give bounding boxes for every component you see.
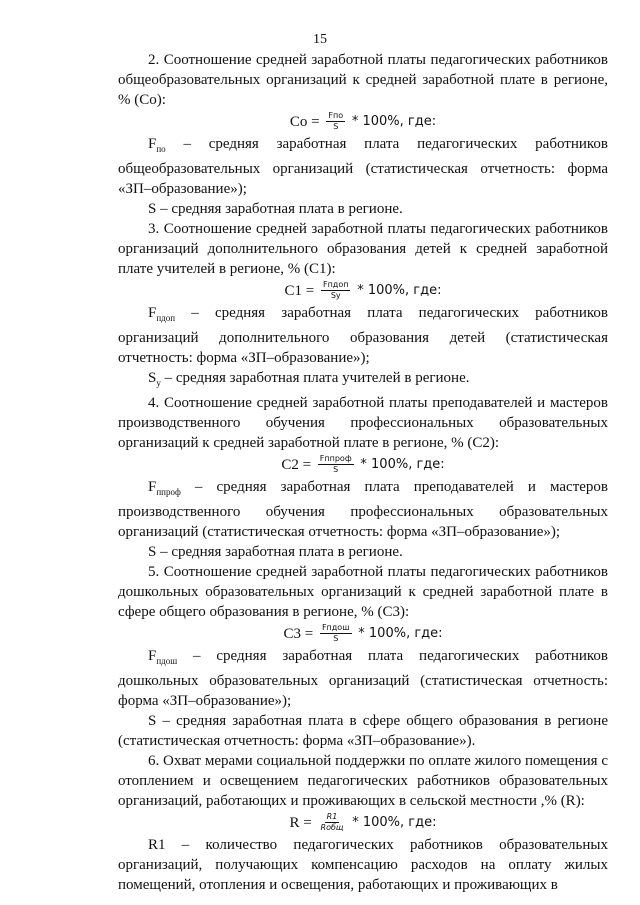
paragraph-item-6: 6. Охват мерами социальной поддержки по оплате жилого помещения с отоплением и освещением педагогических работников образовательных организаций, работающих и проживающих в сельской местности ,% (R):	[118, 753, 608, 810]
definition-s-2: S – средняя заработная плата в регионе.	[148, 544, 403, 561]
formula-c3: С3 = $\frac{\text{Fпдош}}{S}$ * 100%, где:	[283, 623, 443, 644]
page-number: 15	[313, 32, 327, 47]
paragraph-item-2: 2. Соотношение средней заработной платы педагогических работников общеобразовательных организаций к средней заработной плате в регионе, % (Со):	[118, 52, 608, 108]
formula-fraction: $\frac{\text{Fпдош}}{S}$	[321, 623, 350, 644]
formula-c2: С2 = $\frac{\text{Fппроф}}{S}$ * 100%, где:	[281, 454, 445, 475]
formula-c1: С1 = $\frac{\text{Fпдоп}}{Sу}$ * 100%, где:	[284, 280, 442, 301]
formula-fraction: $\frac{\text{Fппроф}}{S}$	[319, 454, 352, 475]
definition-fpo: $F_{по}$ – средняя заработная плата педагогических работников общеобразовательных организаций (статистическая отчетность: форма «ЗП–образование»);	[118, 136, 608, 198]
formula-r: R = $\frac{R1}{\text{Rобщ}}$ * 100%, где:	[289, 812, 437, 833]
formula-co: Со = $\frac{\text{Fпо}}{S}$ * 100%, где:	[289, 111, 437, 132]
formula-fraction: $\frac{R1}{\text{Rобщ}}$	[320, 812, 344, 833]
definition-s-3: S – средняя заработная плата в сфере общего образования в регионе (статистическая отчетность: форма «ЗП–образование»).	[118, 713, 608, 750]
paragraph-item-5: 5. Соотношение средней заработной платы педагогических работников дошкольных образовательных организаций к средней заработной плате в сфере общего образования в регионе, % (С3):	[118, 564, 608, 621]
definition-r1: R1 – количество педагогических работников образовательных организаций, получающих компенсацию расходов на оплату жилых помещений, отопления и освещения, работающих и проживающих в	[118, 837, 608, 894]
definition-fpdosh: $F_{пдош}$ – средняя заработная плата педагогических работников дошкольных образовательных организаций (статистическая отчетность: форма «ЗП–образование»);	[118, 648, 608, 710]
paragraph-item-3: 3. Соотношение средней заработной платы педагогических работников организаций дополнительного образования детей к средней заработной плате учителей в регионе, % (С1):	[118, 221, 608, 278]
definition-fpdop: $F_{пдоп}$ – средняя заработная плата педагогических работников организаций дополнительного образования детей (статистическая отчетность: форма «ЗП–образование»);	[118, 305, 608, 367]
formula-fraction: $\frac{\text{Fпо}}{S}$	[328, 111, 344, 132]
paragraph-item-4: 4. Соотношение средней заработной платы преподавателей и мастеров производственного обучения профессиональных образовательных организаций к средней заработной плате в регионе, % (С2):	[118, 395, 608, 452]
definition-s: S – средняя заработная плата в регионе.	[148, 201, 403, 218]
formula-fraction: $\frac{\text{Fпдоп}}{Sу}$	[322, 280, 349, 301]
document-body	[118, 50, 608, 895]
definition-sy: $S_у$ – средняя заработная плата учителей в регионе.	[148, 370, 470, 389]
definition-fpprof: $F_{ппроф}$ – средняя заработная плата преподавателей и мастеров производственного обучения профессиональных образовательных организаций (статистическая отчетность: форма «ЗП–образование»);	[118, 479, 608, 541]
